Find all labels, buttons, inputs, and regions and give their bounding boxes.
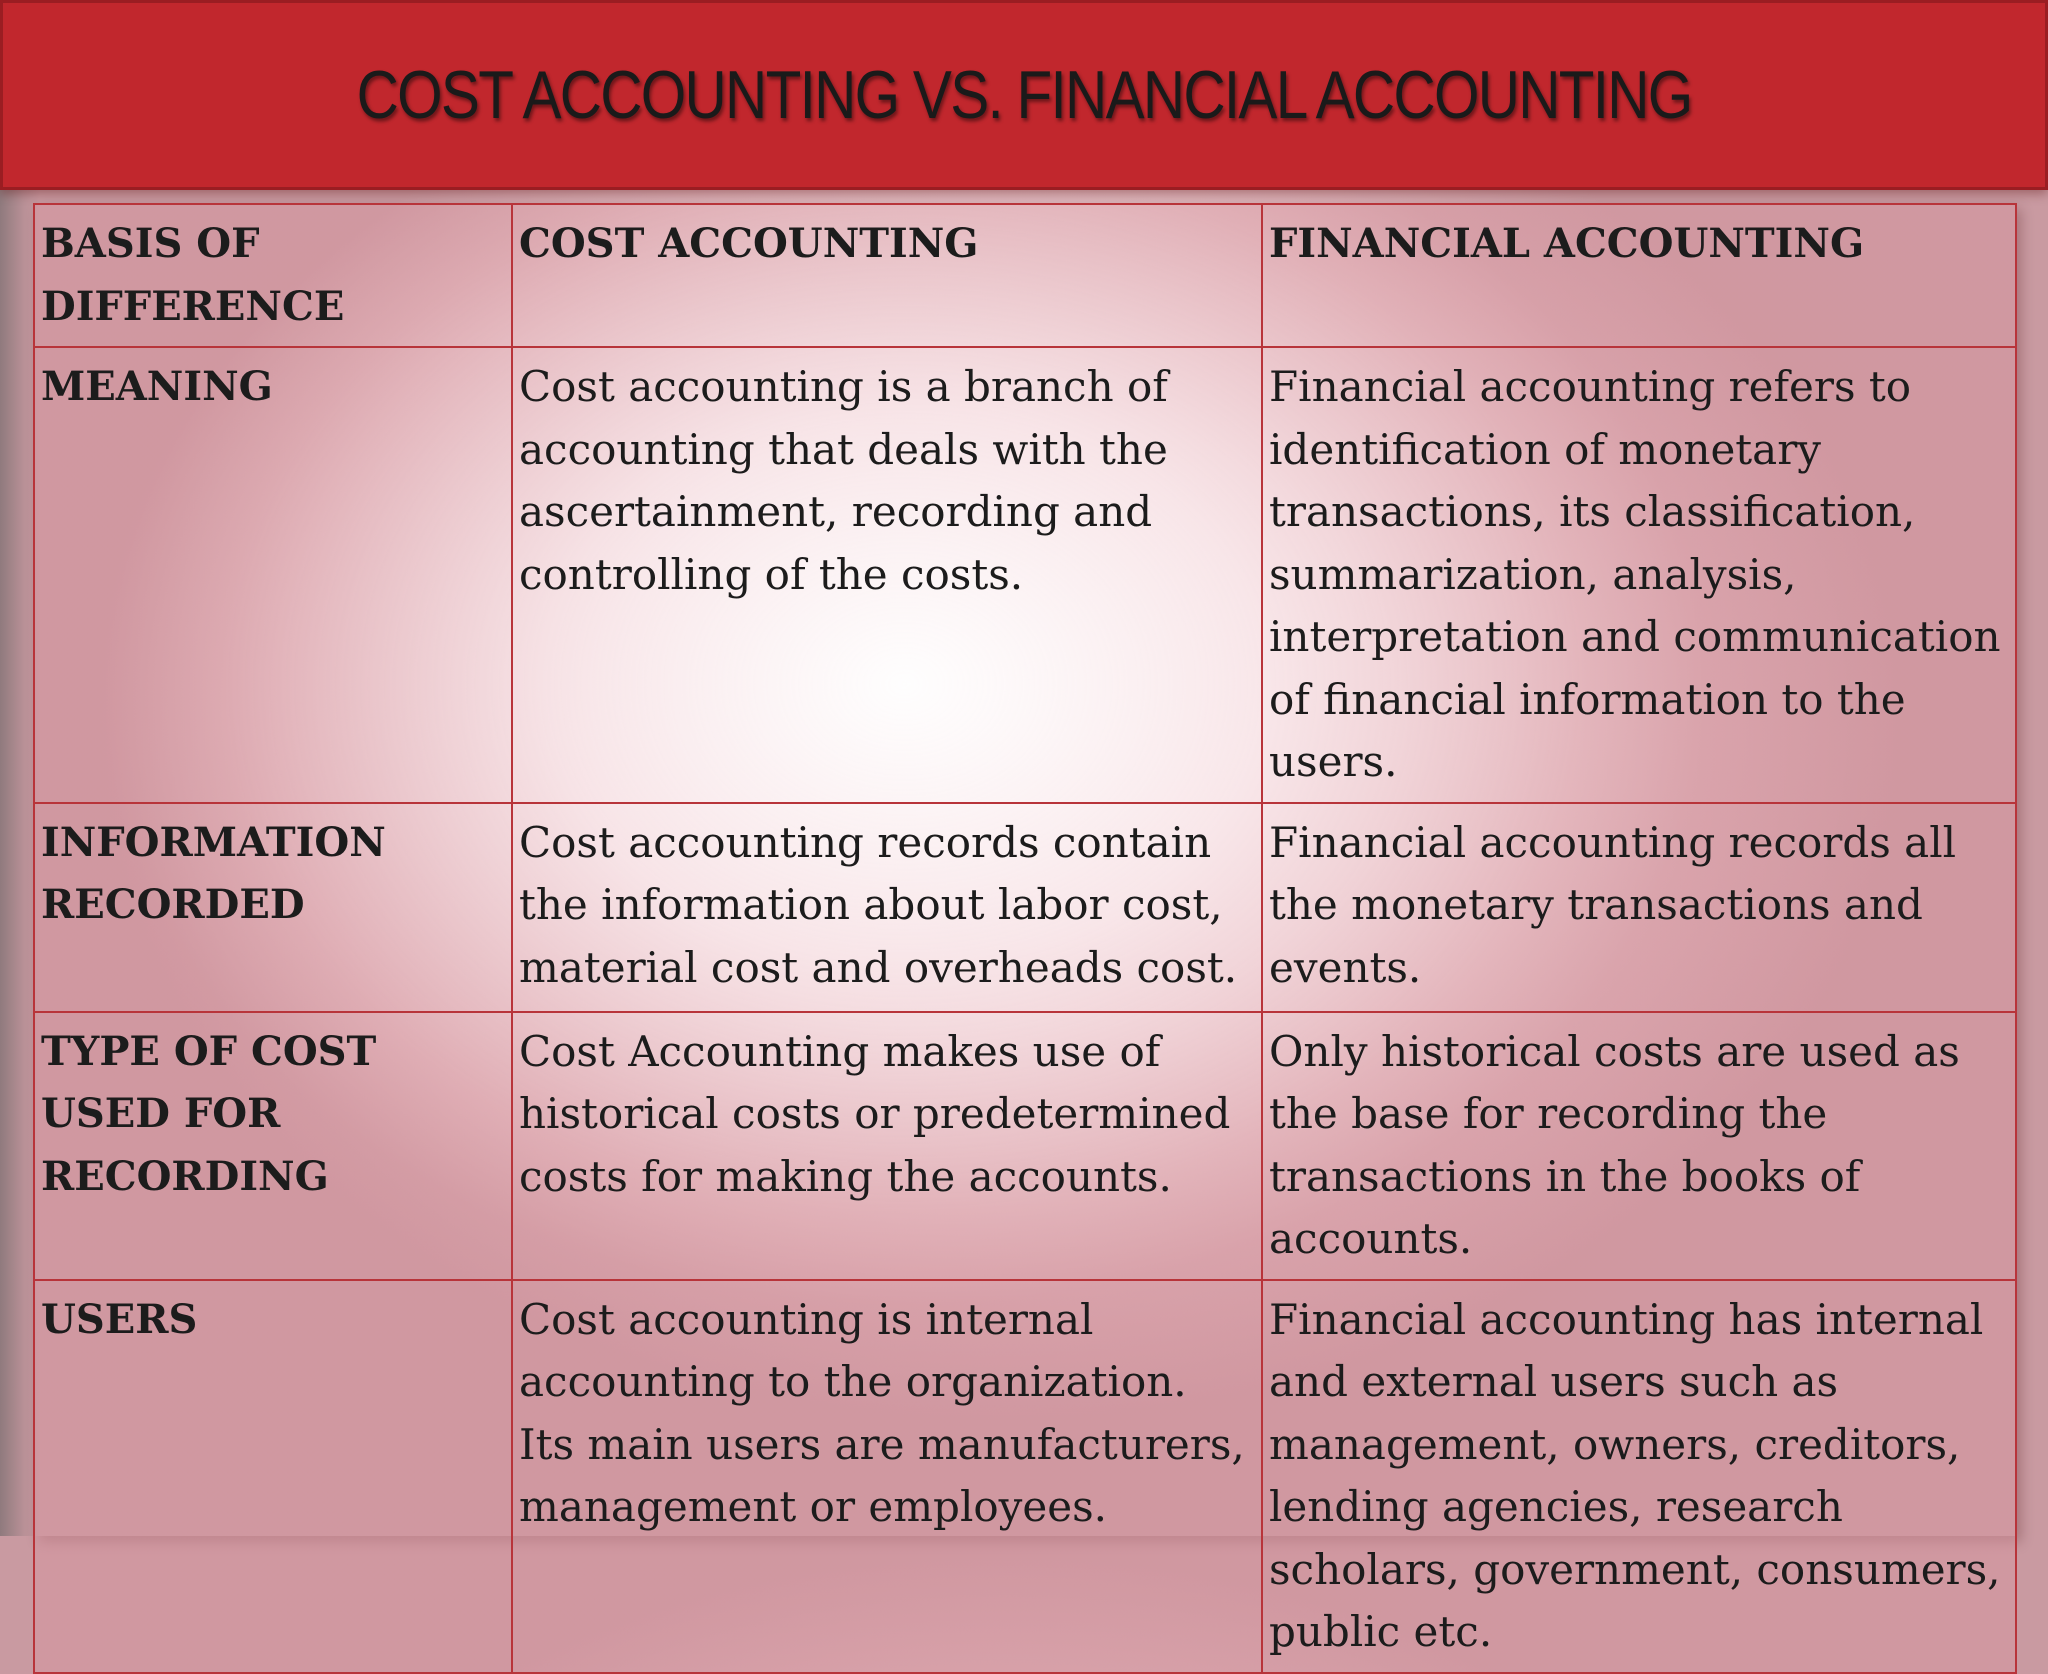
row-basis-information: INFORMATION RECORDED <box>34 803 512 1012</box>
header-basis: BASIS OF DIFFERENCE <box>34 204 512 347</box>
row-financial-meaning: Financial accounting refers to identification of monetary transactions, its classification, summarization, analysis, interpretation and communication of financial information to the users. <box>1262 347 2016 803</box>
row-cost-type-of-cost: Cost Accounting makes use of historical costs or predetermined costs for making the accounts. <box>512 1012 1262 1280</box>
row-cost-users: Cost accounting is internal accounting to the organization. Its main users are manufacturers, management or employees. <box>512 1280 1262 1673</box>
table-row <box>34 1280 2016 1673</box>
slide-title: COST ACCOUNTING VS. FINANCIAL ACCOUNTING <box>356 57 1692 133</box>
row-financial-information: Financial accounting records all the monetary transactions and events. <box>1262 803 2016 1012</box>
table-header-row <box>34 204 2016 347</box>
row-cost-meaning: Cost accounting is a branch of accounting that deals with the ascertainment, recording and controlling of the costs. <box>512 347 1262 803</box>
header-financial-accounting: FINANCIAL ACCOUNTING <box>1262 204 2016 347</box>
row-basis-meaning: MEANING <box>34 347 512 803</box>
row-basis-users: USERS <box>34 1280 512 1673</box>
title-bar <box>0 0 2048 190</box>
comparison-table-wrapper <box>33 203 2015 1656</box>
table-row <box>34 803 2016 1012</box>
row-financial-users: Financial accounting has internal and external users such as management, owners, creditors, lending agencies, research scholars, government, consumers, public etc. <box>1262 1280 2016 1673</box>
table-row <box>34 1012 2016 1280</box>
header-cost-accounting: COST ACCOUNTING <box>512 204 1262 347</box>
row-basis-type-of-cost: TYPE OF COST USED FOR RECORDING <box>34 1012 512 1280</box>
row-financial-type-of-cost: Only historical costs are used as the base for recording the transactions in the books of accounts. <box>1262 1012 2016 1280</box>
table-row <box>34 347 2016 803</box>
row-cost-information: Cost accounting records contain the information about labor cost, material cost and overheads cost. <box>512 803 1262 1012</box>
comparison-table <box>33 203 2017 1674</box>
